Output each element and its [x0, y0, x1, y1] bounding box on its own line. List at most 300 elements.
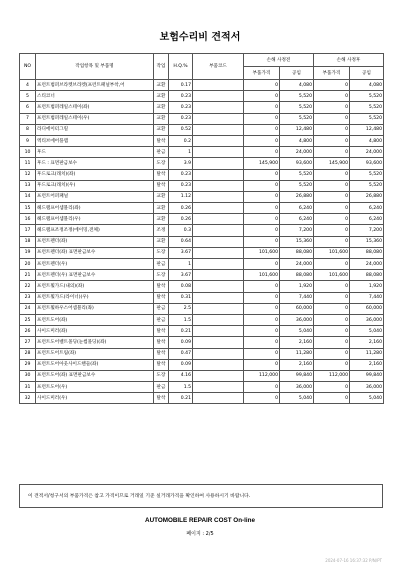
row-labor-before: 4,080 — [280, 80, 314, 91]
footer-brand: AUTOMOBILE REPAIR COST On-line — [145, 517, 255, 524]
row-part-code — [193, 314, 244, 325]
row-part-price-after: 145,900 — [314, 158, 350, 169]
row-no: 31 — [20, 382, 36, 393]
row-work: 교환 — [154, 214, 169, 225]
row-part-price-before: 0 — [244, 180, 280, 191]
row-part-code — [193, 236, 244, 247]
row-part-code — [193, 135, 244, 146]
row-item: 헤드램프조정조정(에이밍,전체) — [36, 225, 154, 236]
row-no: 24 — [20, 303, 36, 314]
row-item: 프런트휠하우스어셈블리(좌) — [36, 303, 154, 314]
row-item: 프런트도어(우) — [36, 382, 154, 393]
row-part-price-before: 0 — [244, 236, 280, 247]
row-labor-before: 88,080 — [280, 247, 314, 258]
row-work: 도장 — [154, 158, 169, 169]
table-row — [20, 236, 384, 247]
row-item: 사이드미러(좌) — [36, 326, 154, 337]
row-part-price-before: 0 — [244, 292, 280, 303]
row-part-price-before: 0 — [244, 259, 280, 270]
table-row — [20, 281, 384, 292]
row-item: 사이드미러(우) — [36, 393, 154, 404]
row-hq: 0.31 — [169, 292, 193, 303]
table-row — [20, 326, 384, 337]
row-item: 프런트범퍼브라켓브라켓(프런트패널부착,어 — [36, 80, 154, 91]
header-part-price-before: 부품가격 — [244, 67, 280, 80]
row-no: 8 — [20, 124, 36, 135]
row-labor-before: 15,360 — [280, 236, 314, 247]
row-hq: 0.64 — [169, 236, 193, 247]
row-part-price-before: 0 — [244, 382, 280, 393]
row-no: 30 — [20, 370, 36, 381]
row-labor-after: 6,240 — [350, 203, 384, 214]
row-part-price-after: 0 — [314, 180, 350, 191]
row-labor-before: 24,000 — [280, 259, 314, 270]
row-part-code — [193, 214, 244, 225]
row-item: 프런트도어(좌) 표면판금보수 — [36, 370, 154, 381]
row-hq: 1.12 — [169, 191, 193, 202]
row-part-price-after: 0 — [314, 191, 350, 202]
row-labor-before: 12,480 — [280, 124, 314, 135]
row-item: 후드 : 표면판금보수 — [36, 158, 154, 169]
table-body — [20, 80, 384, 404]
row-part-price-after: 0 — [314, 314, 350, 325]
row-hq: 0.23 — [169, 91, 193, 102]
row-labor-before: 11,280 — [280, 348, 314, 359]
row-hq: 3.67 — [169, 247, 193, 258]
row-part-price-before: 145,900 — [244, 158, 280, 169]
row-part-price-after: 0 — [314, 259, 350, 270]
row-labor-after: 99,840 — [350, 370, 384, 381]
row-item: 후드 — [36, 147, 154, 158]
table-row — [20, 169, 384, 180]
row-part-price-before: 0 — [244, 124, 280, 135]
header-no: NO — [20, 54, 36, 80]
row-part-price-after: 0 — [314, 292, 350, 303]
table-row — [20, 292, 384, 303]
table-row — [20, 214, 384, 225]
row-hq: 0.52 — [169, 124, 193, 135]
row-labor-before: 24,000 — [280, 147, 314, 158]
row-item: 프런트펜더(좌) 표면판금보수 — [36, 247, 154, 258]
table-row — [20, 393, 384, 404]
row-work: 판금 — [154, 382, 169, 393]
row-hq: 0.08 — [169, 281, 193, 292]
row-labor-after: 5,520 — [350, 102, 384, 113]
row-part-price-after: 0 — [314, 102, 350, 113]
row-labor-after: 36,000 — [350, 382, 384, 393]
row-no: 4 — [20, 80, 36, 91]
row-labor-before: 6,240 — [280, 214, 314, 225]
row-labor-after: 12,480 — [350, 124, 384, 135]
row-part-price-before: 0 — [244, 225, 280, 236]
row-hq: 0.17 — [169, 80, 193, 91]
table-row — [20, 91, 384, 102]
row-labor-after: 26,880 — [350, 191, 384, 202]
row-part-price-before: 0 — [244, 393, 280, 404]
row-work: 탈착 — [154, 393, 169, 404]
row-labor-before: 5,520 — [280, 180, 314, 191]
row-part-price-after: 0 — [314, 135, 350, 146]
row-labor-before: 60,000 — [280, 303, 314, 314]
row-part-price-before: 0 — [244, 113, 280, 124]
row-part-price-after: 101,600 — [314, 270, 350, 281]
row-work: 탈착 — [154, 180, 169, 191]
row-labor-before: 99,840 — [280, 370, 314, 381]
row-hq: 0.09 — [169, 359, 193, 370]
row-part-price-before: 0 — [244, 169, 280, 180]
row-work: 탈착 — [154, 135, 169, 146]
row-labor-after: 2,160 — [350, 359, 384, 370]
row-part-price-before: 0 — [244, 314, 280, 325]
table-row — [20, 191, 384, 202]
estimate-table — [19, 53, 384, 404]
row-item: 프런트도어(좌) — [36, 314, 154, 325]
table-row — [20, 348, 384, 359]
row-labor-after: 7,440 — [350, 292, 384, 303]
row-work: 교환 — [154, 91, 169, 102]
row-no: 27 — [20, 337, 36, 348]
row-part-code — [193, 370, 244, 381]
row-no: 20 — [20, 259, 36, 270]
row-hq: 0.23 — [169, 102, 193, 113]
row-work: 교환 — [154, 102, 169, 113]
row-labor-before: 5,520 — [280, 113, 314, 124]
row-no: 15 — [20, 203, 36, 214]
row-labor-before: 7,440 — [280, 292, 314, 303]
table-row — [20, 124, 384, 135]
row-part-code — [193, 270, 244, 281]
row-labor-after: 15,360 — [350, 236, 384, 247]
row-part-price-after: 0 — [314, 303, 350, 314]
row-part-code — [193, 102, 244, 113]
row-item: 프런트도어아웃사이드핸들(좌) — [36, 359, 154, 370]
row-labor-after: 5,520 — [350, 91, 384, 102]
row-labor-after: 36,000 — [350, 314, 384, 325]
row-work: 교환 — [154, 191, 169, 202]
row-no: 23 — [20, 292, 36, 303]
header-before: 손해 사정전 — [244, 54, 314, 67]
row-work: 도장 — [154, 370, 169, 381]
row-labor-after: 5,520 — [350, 180, 384, 191]
row-part-price-before: 0 — [244, 303, 280, 314]
row-part-price-before: 0 — [244, 359, 280, 370]
table-row — [20, 80, 384, 91]
row-part-code — [193, 348, 244, 359]
row-no: 11 — [20, 158, 36, 169]
row-labor-after: 4,080 — [350, 80, 384, 91]
row-no: 17 — [20, 225, 36, 236]
row-hq: 0.23 — [169, 180, 193, 191]
row-item: 프런트휠가드(라이너)(우) — [36, 292, 154, 303]
row-part-code — [193, 281, 244, 292]
row-work: 탈착 — [154, 292, 169, 303]
row-labor-after: 24,000 — [350, 259, 384, 270]
row-work: 조정 — [154, 225, 169, 236]
row-part-price-before: 0 — [244, 281, 280, 292]
row-hq: 0.3 — [169, 225, 193, 236]
table-row — [20, 225, 384, 236]
row-item: 프런트펜더(우) 표면판금보수 — [36, 270, 154, 281]
row-part-code — [193, 191, 244, 202]
row-no: 26 — [20, 326, 36, 337]
table-row — [20, 359, 384, 370]
row-work: 탈착 — [154, 326, 169, 337]
row-labor-before: 26,880 — [280, 191, 314, 202]
row-part-price-after: 0 — [314, 203, 350, 214]
row-part-price-before: 0 — [244, 91, 280, 102]
row-labor-after: 4,800 — [350, 135, 384, 146]
row-work: 탈착 — [154, 359, 169, 370]
row-hq: 2.5 — [169, 303, 193, 314]
row-hq: 4.16 — [169, 370, 193, 381]
header-hq: H.Q.% — [169, 54, 193, 80]
row-labor-before: 36,000 — [280, 382, 314, 393]
row-no: 10 — [20, 147, 36, 158]
row-item: 스티코너 — [36, 91, 154, 102]
row-labor-after: 93,600 — [350, 158, 384, 169]
row-part-code — [193, 259, 244, 270]
row-no: 5 — [20, 91, 36, 102]
row-labor-before: 5,040 — [280, 326, 314, 337]
row-no: 7 — [20, 113, 36, 124]
row-no: 22 — [20, 281, 36, 292]
row-hq: 0.21 — [169, 326, 193, 337]
row-part-price-after: 0 — [314, 91, 350, 102]
row-no: 28 — [20, 348, 36, 359]
table-row — [20, 303, 384, 314]
row-hq: 0.26 — [169, 214, 193, 225]
row-labor-after: 5,040 — [350, 393, 384, 404]
row-labor-before: 93,600 — [280, 158, 314, 169]
table-row — [20, 270, 384, 281]
row-labor-after: 11,280 — [350, 348, 384, 359]
table-row — [20, 203, 384, 214]
row-part-price-after: 0 — [314, 281, 350, 292]
table-row — [20, 370, 384, 381]
row-part-price-before: 0 — [244, 326, 280, 337]
row-item: 프런트펜더(우) — [36, 259, 154, 270]
row-no: 29 — [20, 359, 36, 370]
row-hq: 0.26 — [169, 203, 193, 214]
row-item: 프런트펜더(좌) — [36, 236, 154, 247]
header-after: 손해 사정후 — [314, 54, 384, 67]
row-hq: 0.23 — [169, 113, 193, 124]
row-part-price-after: 0 — [314, 326, 350, 337]
row-item: 헤드램프어셈블리(좌) — [36, 203, 154, 214]
table-row — [20, 158, 384, 169]
row-part-code — [193, 158, 244, 169]
row-part-code — [193, 80, 244, 91]
row-hq: 3.9 — [169, 158, 193, 169]
table-row — [20, 180, 384, 191]
row-labor-before: 5,520 — [280, 102, 314, 113]
row-part-price-before: 0 — [244, 348, 280, 359]
row-no: 16 — [20, 214, 36, 225]
row-labor-before: 88,080 — [280, 270, 314, 281]
row-labor-after: 7,200 — [350, 225, 384, 236]
row-part-price-after: 0 — [314, 169, 350, 180]
row-part-price-before: 101,600 — [244, 247, 280, 258]
row-part-price-before: 0 — [244, 102, 280, 113]
row-labor-before: 4,800 — [280, 135, 314, 146]
row-part-code — [193, 247, 244, 258]
header-part-price-after: 부품가격 — [314, 67, 350, 80]
row-part-code — [193, 382, 244, 393]
table-row — [20, 382, 384, 393]
header-labor-before: 공임 — [280, 67, 314, 80]
row-work: 도장 — [154, 270, 169, 281]
row-part-price-before: 101,600 — [244, 270, 280, 281]
row-hq: 1 — [169, 147, 193, 158]
row-labor-before: 5,040 — [280, 393, 314, 404]
row-no: 32 — [20, 393, 36, 404]
row-part-price-after: 0 — [314, 225, 350, 236]
row-work: 교환 — [154, 80, 169, 91]
row-labor-before: 1,920 — [280, 281, 314, 292]
row-item: 프런트도어벨트몰딩(눈썹몰딩)(좌) — [36, 337, 154, 348]
table-row — [20, 135, 384, 146]
row-labor-after: 5,520 — [350, 113, 384, 124]
row-no: 12 — [20, 169, 36, 180]
row-labor-after: 6,240 — [350, 214, 384, 225]
row-labor-after: 5,040 — [350, 326, 384, 337]
row-part-price-after: 0 — [314, 359, 350, 370]
row-labor-after: 5,520 — [350, 169, 384, 180]
row-part-price-before: 0 — [244, 191, 280, 202]
row-labor-before: 5,520 — [280, 91, 314, 102]
row-hq: 3.67 — [169, 270, 193, 281]
row-part-price-after: 0 — [314, 147, 350, 158]
header-item: 작업항목 및 부품명 — [36, 54, 154, 80]
row-work: 판금 — [154, 147, 169, 158]
row-labor-before: 36,000 — [280, 314, 314, 325]
row-work: 탈착 — [154, 348, 169, 359]
row-labor-before: 5,520 — [280, 169, 314, 180]
row-labor-after: 1,920 — [350, 281, 384, 292]
row-labor-before: 2,160 — [280, 359, 314, 370]
row-work: 판금 — [154, 259, 169, 270]
row-no: 9 — [20, 135, 36, 146]
header-part-code: 부품코드 — [193, 54, 244, 80]
row-item: 후드로크(래치)(좌) — [36, 169, 154, 180]
table-row — [20, 113, 384, 124]
row-labor-after: 60,000 — [350, 303, 384, 314]
row-item: 후드로크(래치)(우) — [36, 180, 154, 191]
row-part-price-before: 112,000 — [244, 370, 280, 381]
row-hq: 0.23 — [169, 169, 193, 180]
row-part-code — [193, 113, 244, 124]
row-part-price-before: 0 — [244, 80, 280, 91]
header-labor-after: 공임 — [350, 67, 384, 80]
row-part-price-after: 0 — [314, 337, 350, 348]
row-labor-after: 88,080 — [350, 247, 384, 258]
row-part-price-after: 0 — [314, 382, 350, 393]
row-part-price-after: 112,000 — [314, 370, 350, 381]
row-hq: 0.2 — [169, 135, 193, 146]
row-work: 판금 — [154, 303, 169, 314]
row-labor-before: 6,240 — [280, 203, 314, 214]
table-row — [20, 314, 384, 325]
row-work: 교환 — [154, 124, 169, 135]
page-title: 보험수리비 견적서 — [159, 32, 241, 43]
row-labor-after: 24,000 — [350, 147, 384, 158]
row-work: 탈착 — [154, 281, 169, 292]
row-item: 프런트휠가드(내의)(좌) — [36, 281, 154, 292]
row-part-price-before: 0 — [244, 135, 280, 146]
row-part-price-after: 0 — [314, 348, 350, 359]
row-work: 교환 — [154, 113, 169, 124]
row-part-code — [193, 359, 244, 370]
row-part-code — [193, 393, 244, 404]
row-part-price-before: 0 — [244, 214, 280, 225]
row-part-price-before: 0 — [244, 337, 280, 348]
row-item: 프런트범퍼레일스테이(좌) — [36, 102, 154, 113]
row-part-price-before: 0 — [244, 203, 280, 214]
table-row — [20, 337, 384, 348]
row-part-price-after: 0 — [314, 113, 350, 124]
table-row — [20, 102, 384, 113]
row-item: 프런트어퍼패널 — [36, 191, 154, 202]
row-hq: 1 — [169, 259, 193, 270]
row-no: 25 — [20, 314, 36, 325]
row-work: 탈착 — [154, 169, 169, 180]
row-no: 19 — [20, 247, 36, 258]
row-item: 프런트도어트림(좌) — [36, 348, 154, 359]
row-part-code — [193, 91, 244, 102]
table-row — [20, 247, 384, 258]
row-part-code — [193, 124, 244, 135]
row-part-code — [193, 337, 244, 348]
row-part-code — [193, 147, 244, 158]
row-part-code — [193, 225, 244, 236]
price-notice: 이 견적서/청구서의 부품가격은 참고 가격이므로 거래일 기준 실거래가격을 확인하여 사용하시기 바랍니다. — [19, 484, 383, 508]
row-work: 판금 — [154, 314, 169, 325]
row-labor-before: 2,160 — [280, 337, 314, 348]
row-part-code — [193, 303, 244, 314]
row-part-code — [193, 326, 244, 337]
print-stamp: 2024-07-16 16:37:32 P/N/PT — [325, 558, 382, 563]
row-part-price-after: 0 — [314, 214, 350, 225]
row-hq: 0.09 — [169, 337, 193, 348]
row-part-code — [193, 292, 244, 303]
row-part-code — [193, 180, 244, 191]
row-labor-after: 2,160 — [350, 337, 384, 348]
row-work: 교환 — [154, 236, 169, 247]
row-item: 라디에이터그릴 — [36, 124, 154, 135]
row-hq: 0.47 — [169, 348, 193, 359]
row-work: 탈착 — [154, 337, 169, 348]
table-row — [20, 147, 384, 158]
row-labor-before: 7,200 — [280, 225, 314, 236]
row-no: 14 — [20, 191, 36, 202]
row-part-price-after: 0 — [314, 80, 350, 91]
row-no: 18 — [20, 236, 36, 247]
row-part-price-after: 0 — [314, 393, 350, 404]
row-hq: 1.5 — [169, 382, 193, 393]
row-part-price-after: 0 — [314, 236, 350, 247]
row-no: 21 — [20, 270, 36, 281]
page-number: 페이지 : 2/5 — [186, 531, 214, 537]
row-part-price-before: 0 — [244, 147, 280, 158]
row-hq: 0.21 — [169, 393, 193, 404]
row-labor-after: 88,080 — [350, 270, 384, 281]
table-row — [20, 259, 384, 270]
row-hq: 1.5 — [169, 314, 193, 325]
row-item: 엑티브에어플랩 — [36, 135, 154, 146]
row-no: 13 — [20, 180, 36, 191]
row-part-price-after: 101,600 — [314, 247, 350, 258]
row-work: 도장 — [154, 247, 169, 258]
